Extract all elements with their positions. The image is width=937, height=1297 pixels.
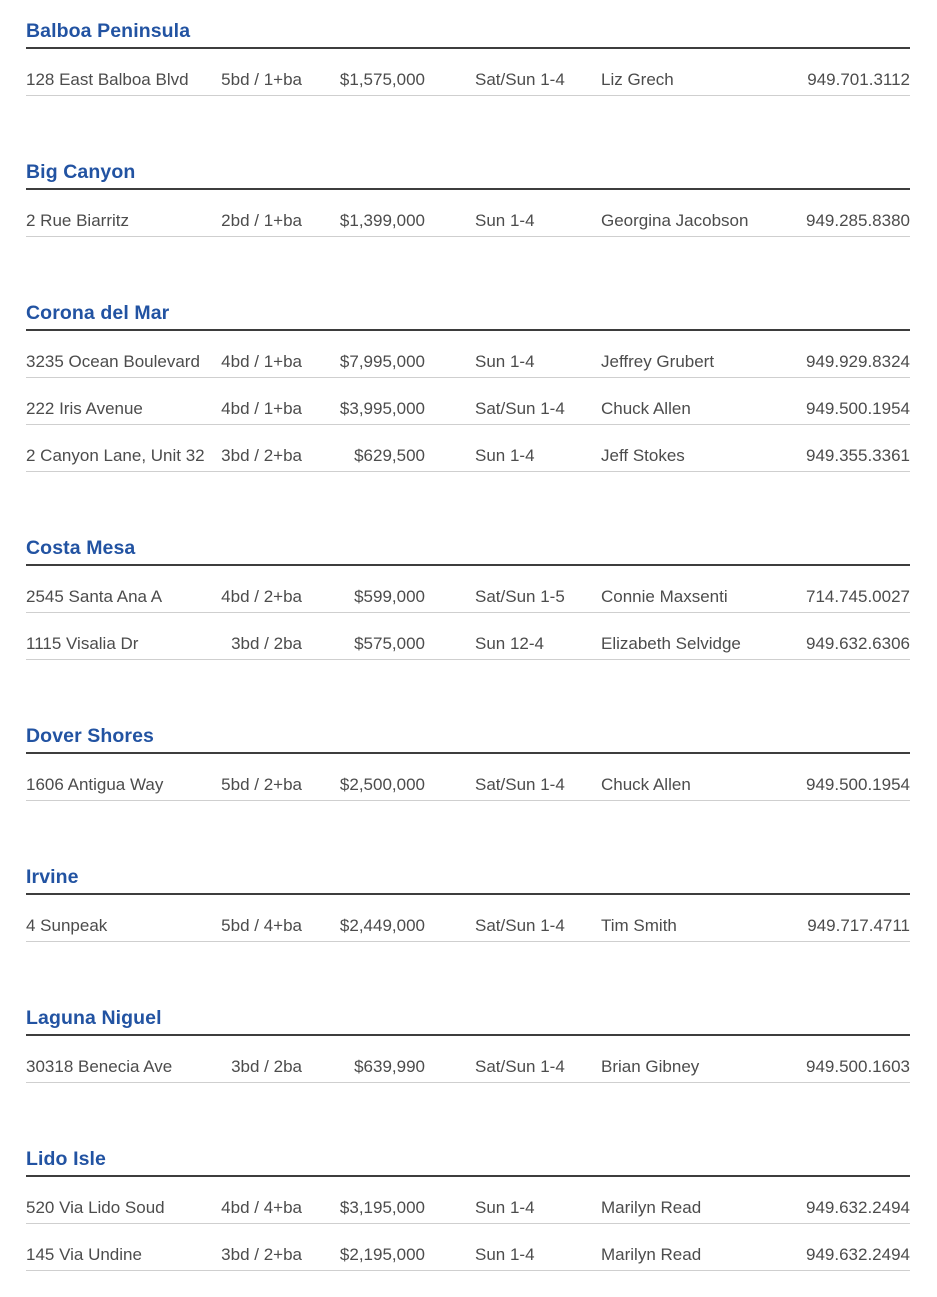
listing-rows (26, 1177, 910, 1271)
listing-agent-phone: 949.500.1954 (806, 775, 910, 794)
listing-address: 2 Rue Biarritz (26, 211, 129, 230)
listing-open-hours: Sun 1-4 (475, 1198, 535, 1217)
listing-rows (26, 754, 910, 801)
listing-agent-phone: 949.717.4711 (807, 916, 910, 935)
listing-address: 145 Via Undine (26, 1245, 142, 1264)
listing-agent-phone: 949.701.3112 (807, 70, 910, 89)
listing-open-hours: Sun 12-4 (475, 634, 544, 653)
listing-agent-name: Connie Maxsenti (601, 587, 728, 606)
listing-price: $7,995,000 (339, 352, 425, 371)
neighborhood-heading: Dover Shores (26, 724, 910, 754)
neighborhood-heading: Lido Isle (26, 1147, 910, 1177)
listing-row (26, 754, 910, 801)
listing-address: 520 Via Lido Soud (26, 1198, 165, 1217)
listing-address: 222 Iris Avenue (26, 399, 143, 418)
listing-agent-phone: 949.929.8324 (806, 352, 910, 371)
listing-row (26, 1224, 910, 1271)
neighborhood-section (26, 536, 910, 660)
listing-agent-name: Chuck Allen (601, 399, 691, 418)
listing-open-hours: Sat/Sun 1-4 (475, 70, 565, 89)
listing-bed-bath: 3bd / 2+ba (221, 1245, 302, 1264)
neighborhood-section (26, 19, 910, 96)
listing-address: 30318 Benecia Ave (26, 1057, 173, 1076)
listing-bed-bath: 3bd / 2ba (231, 1057, 302, 1076)
listing-open-hours: Sat/Sun 1-4 (475, 399, 565, 418)
listing-agent-phone: 949.632.2494 (806, 1198, 910, 1217)
neighborhood-section (26, 1147, 910, 1271)
listing-bed-bath: 2bd / 1+ba (221, 211, 302, 230)
listing-bed-bath: 4bd / 4+ba (221, 1198, 302, 1217)
listing-address: 2 Canyon Lane, Unit 32 (26, 446, 205, 465)
listing-price: $2,500,000 (339, 775, 425, 794)
listing-open-hours: Sat/Sun 1-5 (475, 587, 565, 606)
listing-agent-phone: 949.285.8380 (806, 211, 910, 230)
neighborhood-section (26, 865, 910, 942)
listing-open-hours: Sun 1-4 (475, 352, 535, 371)
listing-rows (26, 49, 910, 96)
listing-agent-phone: 949.500.1603 (806, 1057, 910, 1076)
listing-agent-name: Jeffrey Grubert (601, 352, 715, 371)
listing-bed-bath: 4bd / 1+ba (221, 399, 302, 418)
listing-open-hours: Sun 1-4 (475, 446, 535, 465)
listing-agent-phone: 949.632.2494 (806, 1245, 910, 1264)
listing-price: $1,399,000 (339, 211, 425, 230)
neighborhood-section (26, 724, 910, 801)
neighborhood-section (26, 160, 910, 237)
listing-rows (26, 1036, 910, 1083)
listing-agent-name: Elizabeth Selvidge (601, 634, 741, 653)
listing-price: $599,000 (354, 587, 425, 606)
listing-agent-phone: 949.355.3361 (806, 446, 910, 465)
listing-price: $1,575,000 (339, 70, 425, 89)
listing-address: 2545 Santa Ana A (26, 587, 163, 606)
listing-row (26, 190, 910, 237)
listing-open-hours: Sat/Sun 1-4 (475, 916, 565, 935)
listing-bed-bath: 4bd / 2+ba (221, 587, 302, 606)
listing-address: 1115 Visalia Dr (26, 634, 139, 653)
listing-row (26, 1177, 910, 1224)
listing-agent-name: Tim Smith (601, 916, 677, 935)
listing-bed-bath: 5bd / 4+ba (221, 916, 302, 935)
listing-price: $575,000 (354, 634, 425, 653)
listing-row (26, 1036, 910, 1083)
listing-bed-bath: 3bd / 2+ba (221, 446, 302, 465)
listing-bed-bath: 5bd / 1+ba (221, 70, 302, 89)
listing-agent-phone: 949.500.1954 (806, 399, 910, 418)
neighborhood-heading: Laguna Niguel (26, 1006, 910, 1036)
listing-agent-phone: 714.745.0027 (806, 587, 910, 606)
listing-address: 1606 Antigua Way (26, 775, 164, 794)
listing-row (26, 49, 910, 96)
listing-open-hours: Sun 1-4 (475, 211, 535, 230)
listing-price: $3,195,000 (339, 1198, 425, 1217)
listing-agent-name: Liz Grech (601, 70, 674, 89)
neighborhood-section (26, 1006, 910, 1083)
listing-row (26, 378, 910, 425)
listing-price: $629,500 (354, 446, 425, 465)
listing-row (26, 425, 910, 472)
listing-rows (26, 895, 910, 942)
listing-row (26, 895, 910, 942)
listing-price: $3,995,000 (339, 399, 425, 418)
neighborhood-heading: Balboa Peninsula (26, 19, 910, 49)
listing-bed-bath: 3bd / 2ba (231, 634, 302, 653)
listing-agent-name: Marilyn Read (601, 1198, 702, 1217)
neighborhood-heading: Irvine (26, 865, 910, 895)
listing-row (26, 613, 910, 660)
listing-agent-name: Georgina Jacobson (601, 211, 749, 230)
listing-agent-name: Marilyn Read (601, 1245, 702, 1264)
listing-row (26, 331, 910, 378)
listing-bed-bath: 4bd / 1+ba (221, 352, 302, 371)
listing-agent-phone: 949.632.6306 (806, 634, 910, 653)
listing-agent-name: Brian Gibney (601, 1057, 700, 1076)
listing-agent-name: Chuck Allen (601, 775, 691, 794)
neighborhood-heading: Costa Mesa (26, 536, 910, 566)
listing-address: 128 East Balboa Blvd (26, 70, 189, 89)
listing-open-hours: Sun 1-4 (475, 1245, 535, 1264)
listing-rows (26, 190, 910, 237)
listing-bed-bath: 5bd / 2+ba (221, 775, 302, 794)
listing-price: $2,195,000 (339, 1245, 425, 1264)
listing-open-hours: Sat/Sun 1-4 (475, 1057, 565, 1076)
neighborhood-section (26, 301, 910, 472)
listing-row (26, 566, 910, 613)
listing-price: $639,990 (354, 1057, 425, 1076)
listing-address: 3235 Ocean Boulevard (26, 352, 200, 371)
neighborhood-heading: Corona del Mar (26, 301, 910, 331)
listing-price: $2,449,000 (339, 916, 425, 935)
listing-rows (26, 566, 910, 660)
listing-open-hours: Sat/Sun 1-4 (475, 775, 565, 794)
listing-rows (26, 331, 910, 472)
neighborhood-heading: Big Canyon (26, 160, 910, 190)
listing-agent-name: Jeff Stokes (601, 446, 685, 465)
listing-address: 4 Sunpeak (26, 916, 108, 935)
